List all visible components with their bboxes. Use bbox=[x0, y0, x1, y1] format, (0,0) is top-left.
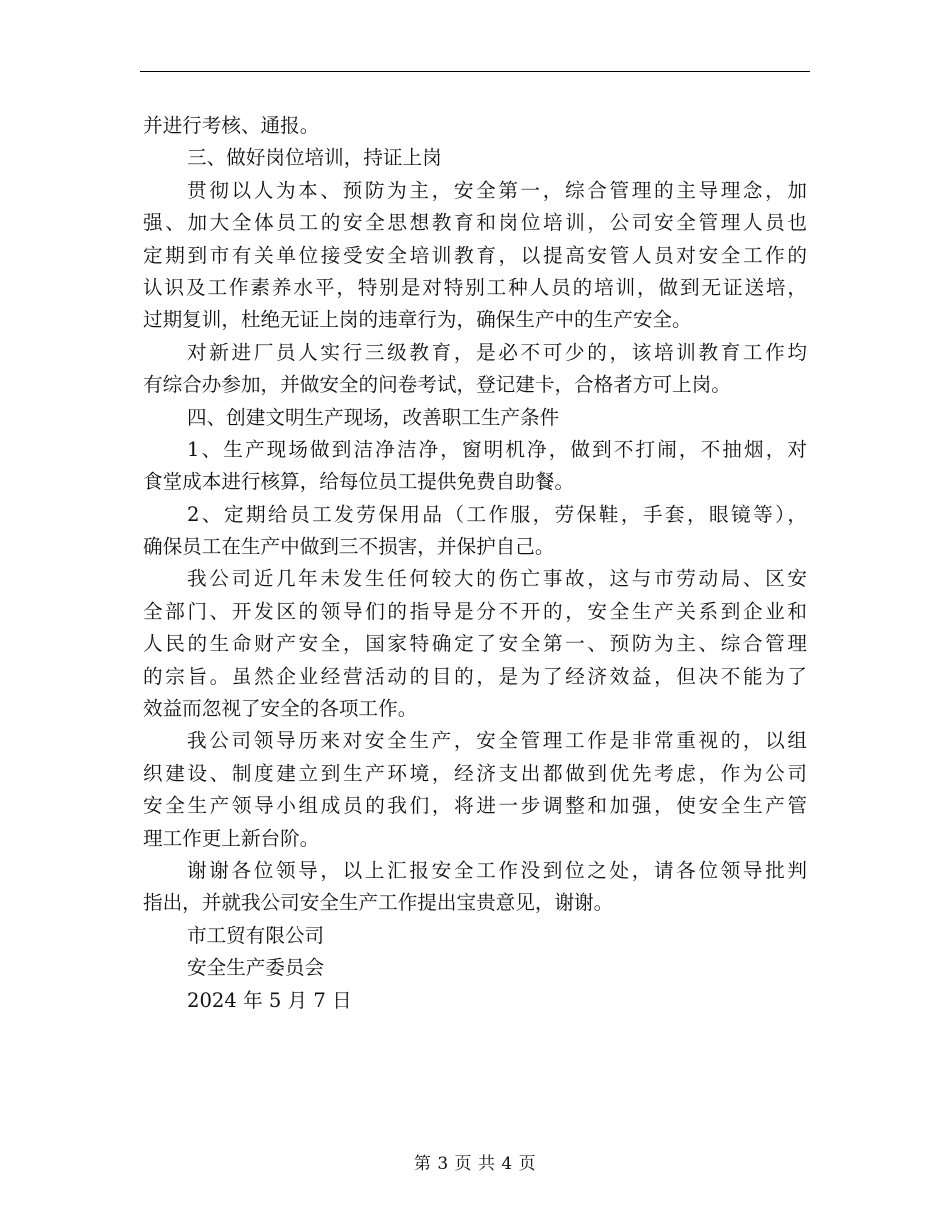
body-line: 织建设、制度建立到生产环境，经济支出都做到优先考虑，作为公司 bbox=[143, 761, 807, 785]
document-body bbox=[143, 110, 807, 1017]
body-line: 有综合办参加，并做安全的问卷考试，登记建卡，合格者方可上岗。 bbox=[143, 373, 731, 397]
body-line: 的宗旨。虽然企业经营活动的目的，是为了经济效益，但决不能为了 bbox=[143, 664, 807, 688]
body-line: 贯彻以人为本、预防为主，安全第一，综合管理的主导理念，加 bbox=[187, 178, 807, 202]
body-line: 并进行考核、通报。 bbox=[143, 114, 320, 137]
body-line: 我公司近几年未发生任何较大的伤亡事故，这与市劳动局、区安 bbox=[187, 567, 807, 591]
body-line: 1、生产现场做到洁净洁净，窗明机净，做到不打闹，不抽烟，对 bbox=[187, 437, 807, 461]
body-line: 指出，并就我公司安全生产工作提出宝贵意见，谢谢。 bbox=[143, 891, 614, 915]
body-line: 过期复训，杜绝无证上岗的违章行为，确保生产中的生产安全。 bbox=[143, 308, 692, 332]
page-number-footer: 第 3 页 共 4 页 bbox=[413, 1154, 537, 1174]
header-rule bbox=[140, 71, 810, 72]
signature-date: 2024 年 5 月 7 日 bbox=[187, 988, 352, 1012]
body-line: 认识及工作素养水平，特别是对特别工种人员的培训，做到无证送培， bbox=[143, 275, 807, 299]
body-line: 2、定期给员工发劳保用品（工作服，劳保鞋，手套，眼镜等）， bbox=[187, 502, 807, 526]
body-line: 确保员工在生产中做到三不损害，并保护自己。 bbox=[143, 535, 555, 559]
body-line: 安全生产领导小组成员的我们，将进一步调整和加强，使安全生产管 bbox=[143, 794, 807, 818]
body-line: 我公司领导历来对安全生产，安全管理工作是非常重视的，以组 bbox=[187, 729, 807, 753]
body-line: 人民的生命财产安全，国家特确定了安全第一、预防为主、综合管理 bbox=[143, 632, 807, 656]
body-line: 谢谢各位领导，以上汇报安全工作没到位之处，请各位领导批判 bbox=[187, 858, 807, 882]
body-line: 食堂成本进行核算，给每位员工提供免费自助餐。 bbox=[143, 470, 575, 494]
signature-company: 市工贸有限公司 bbox=[187, 923, 325, 947]
body-line: 定期到市有关单位接受安全培训教育，以提高安管人员对安全工作的 bbox=[143, 243, 807, 267]
body-line: 效益而忽视了安全的各项工作。 bbox=[143, 697, 418, 721]
section-heading-4: 四、创建文明生产现场，改善职工生产条件 bbox=[187, 405, 560, 429]
signature-committee: 安全生产委员会 bbox=[187, 956, 325, 980]
body-line: 强、加大全体员工的安全思想教育和岗位培训，公司安全管理人员也 bbox=[143, 211, 807, 235]
section-heading-3: 三、做好岗位培训，持证上岗 bbox=[187, 146, 442, 170]
body-line: 对新进厂员人实行三级教育，是必不可少的，该培训教育工作均 bbox=[187, 340, 807, 364]
body-line: 全部门、开发区的领导们的指导是分不开的，安全生产关系到企业和 bbox=[143, 599, 807, 623]
body-line: 理工作更上新台阶。 bbox=[143, 826, 320, 850]
